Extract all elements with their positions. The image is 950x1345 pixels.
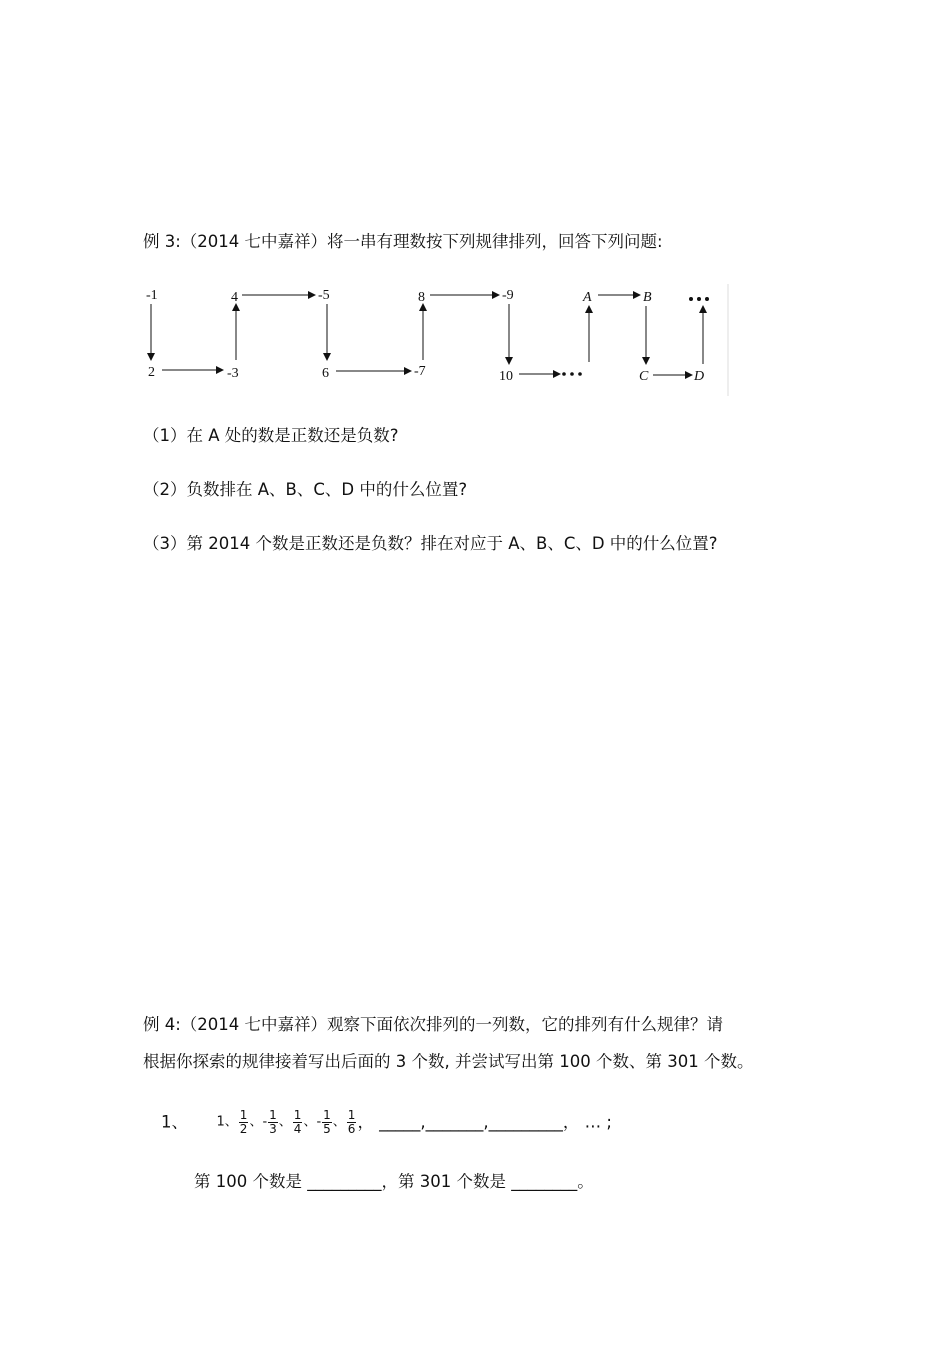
- separator: 、: [224, 1114, 238, 1130]
- num-minus-3: -3: [227, 366, 239, 381]
- ellipsis-bottom: [562, 372, 582, 376]
- num-minus-9: -9: [502, 288, 514, 303]
- fraction-1-2: $\frac{1}{2}$: [239, 1108, 248, 1136]
- separator: 、-: [249, 1114, 268, 1130]
- letter-b: B: [643, 290, 652, 305]
- fraction-1-4: $\frac{1}{4}$: [293, 1108, 302, 1136]
- example-3-title: 例 3:（2014 七中嘉祥）将一串有理数按下列规律排列，回答下列问题:: [143, 232, 663, 251]
- question-2: （2）负数排在 A、B、C、D 中的什么位置?: [143, 480, 468, 499]
- sequence-diagram-svg: [143, 284, 729, 396]
- fraction-1-6: $\frac{1}{6}$: [347, 1108, 356, 1136]
- fraction-1-5: $\frac{1}{5}$: [323, 1108, 331, 1136]
- sequence-diagram: [143, 284, 729, 396]
- separator: 、: [278, 1114, 292, 1130]
- sequence-line: [161, 1105, 612, 1139]
- question-1: （1）在 A 处的数是正数还是负数?: [143, 426, 399, 445]
- letter-a: A: [583, 290, 592, 305]
- num-10: 10: [499, 369, 513, 384]
- example-4-line-1: 例 4:（2014 七中嘉祥）观察下面依次排列的一列数，它的排列有什么规律？请: [143, 1015, 724, 1034]
- num-minus-5: -5: [318, 288, 330, 303]
- question-3: （3）第 2014 个数是正数还是负数？排在对应于 A、B、C、D 中的什么位置?: [143, 534, 718, 553]
- sequence-label: 1、: [161, 1112, 188, 1132]
- letter-c: C: [639, 369, 649, 384]
- num-8: 8: [418, 290, 425, 305]
- num-4: 4: [231, 290, 238, 305]
- ellipsis-top: [689, 297, 709, 301]
- arrows: [151, 295, 703, 375]
- letter-d: D: [694, 369, 705, 384]
- num-2: 2: [148, 365, 155, 380]
- answer-line: 第 100 个数是 _________，第 301 个数是 ________。: [194, 1172, 594, 1191]
- separator: 、-: [303, 1114, 322, 1130]
- example-4-line-2: 根据你探索的规律接着写出后面的 3 个数, 并尝试写出第 100 个数、第 301 个数。: [143, 1052, 754, 1071]
- num-6: 6: [322, 366, 329, 381]
- fraction-1-3: $\frac{1}{3}$: [269, 1108, 277, 1136]
- sequence-first-term: 1: [216, 1114, 225, 1130]
- separator: 、: [332, 1114, 346, 1130]
- sequence-blanks: ， _____,_______,_________， … ;: [357, 1112, 612, 1132]
- num-minus-1: -1: [146, 288, 158, 303]
- num-minus-7: -7: [414, 364, 426, 379]
